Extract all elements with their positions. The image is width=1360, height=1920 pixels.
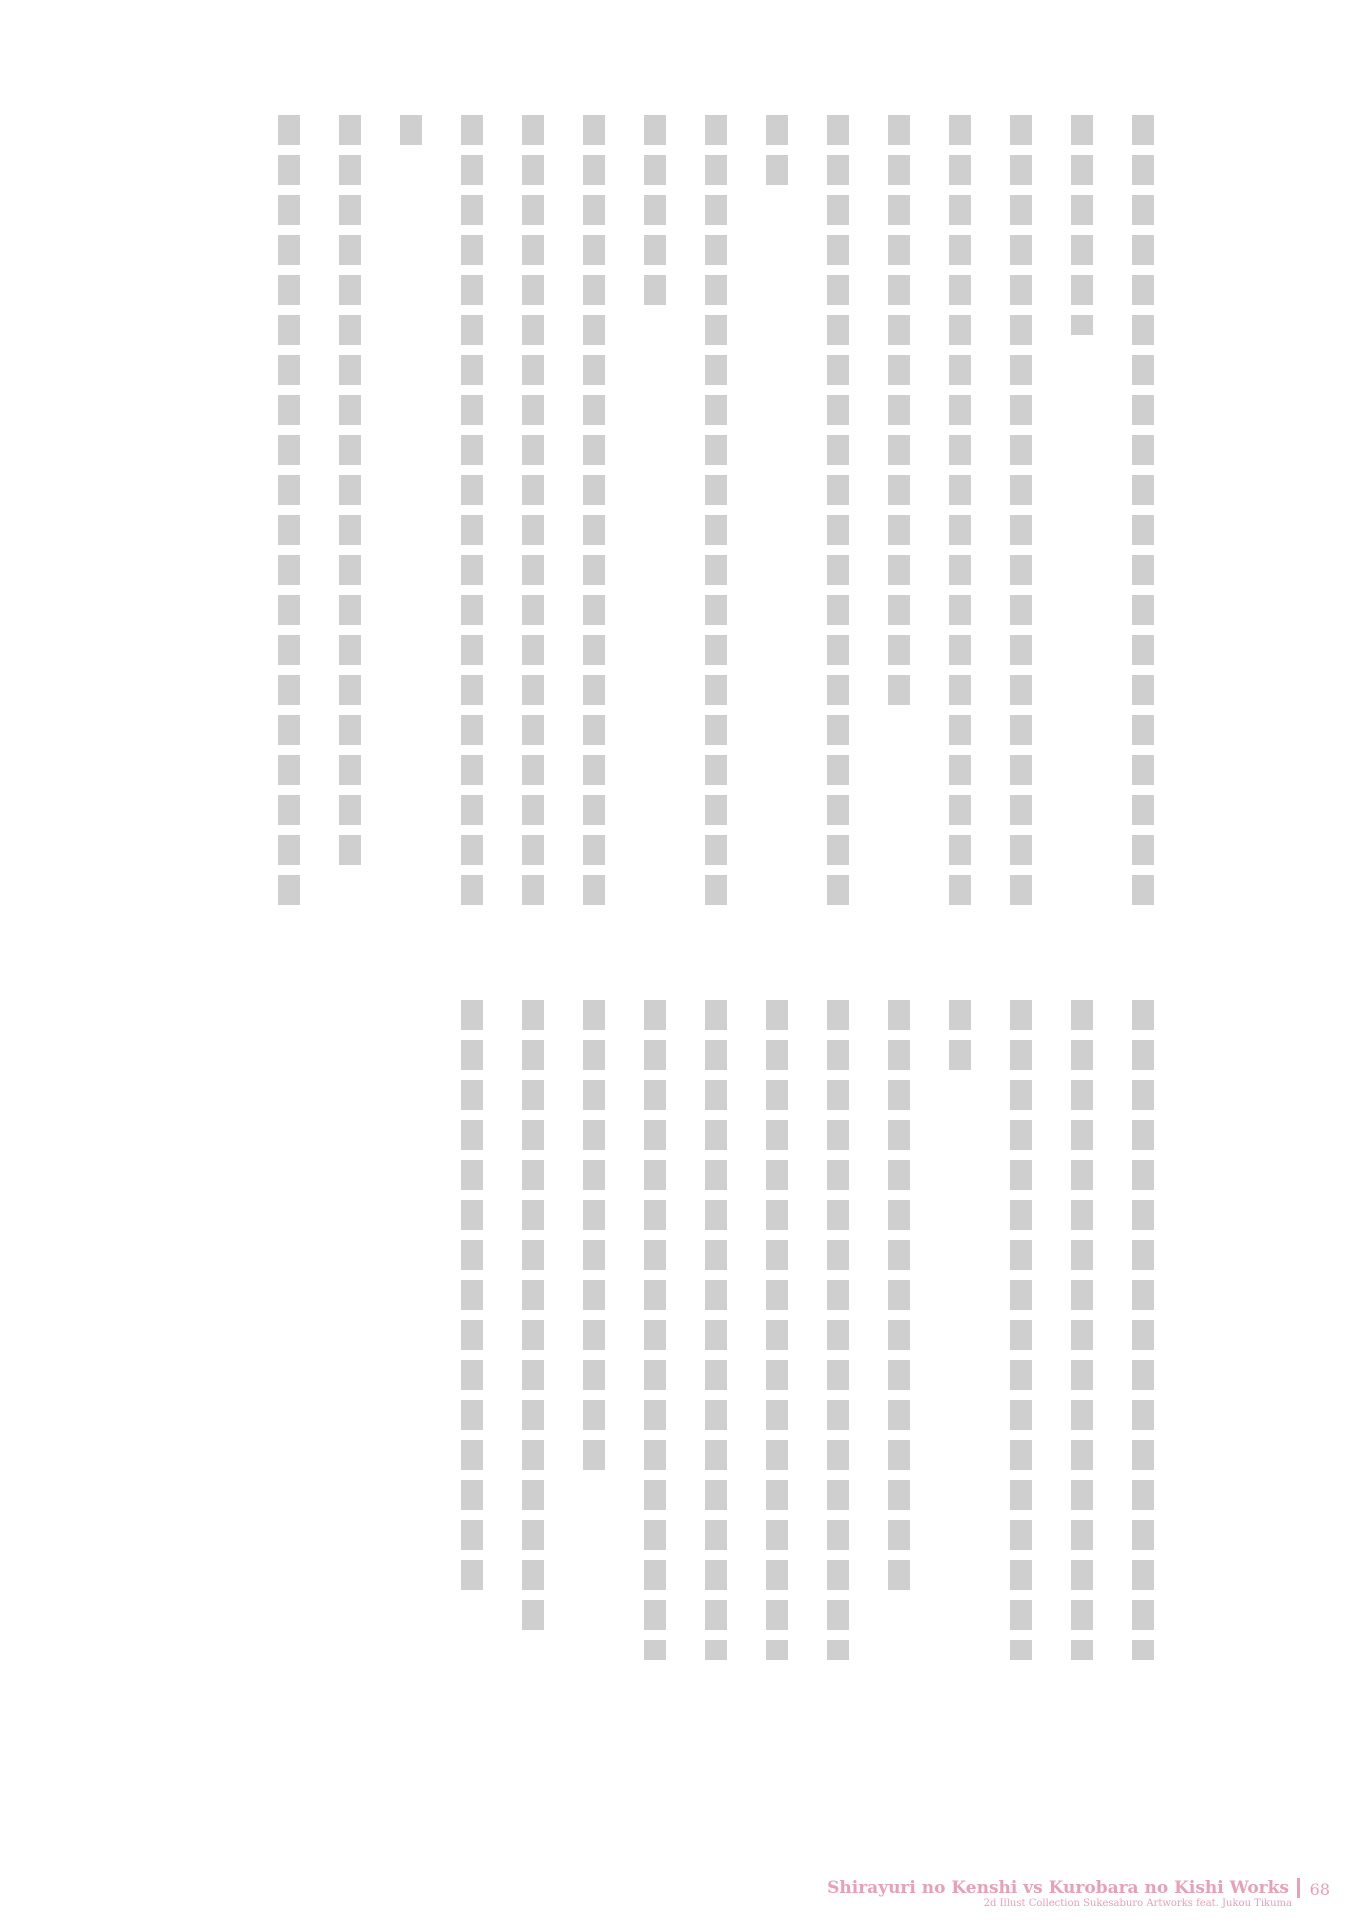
- text-block-bottom: [455, 1000, 1160, 1660]
- text-column: [394, 115, 428, 915]
- text-column: [882, 115, 916, 915]
- text-column: [1004, 1000, 1038, 1660]
- text-column: [455, 1000, 489, 1660]
- text-column: [943, 115, 977, 915]
- text-column: [760, 1000, 794, 1660]
- text-column: [1126, 1000, 1160, 1660]
- book-subtitle: 2d Illust Collection Sukesaburo Artworks feat. Jukou Tikuma: [983, 1898, 1292, 1909]
- text-column: [699, 1000, 733, 1660]
- text-column: [272, 115, 306, 915]
- text-column: [638, 1000, 672, 1660]
- text-block-top: [272, 115, 1160, 915]
- text-column: [577, 115, 611, 915]
- text-column: [821, 115, 855, 915]
- text-column: [699, 115, 733, 915]
- text-column: [577, 1000, 611, 1660]
- text-column: [638, 115, 672, 915]
- text-column: [882, 1000, 916, 1660]
- text-column: [455, 115, 489, 915]
- text-column: [1126, 115, 1160, 915]
- text-column: [821, 1000, 855, 1660]
- text-column: [1065, 115, 1099, 915]
- text-column: [1004, 115, 1038, 915]
- page-number: 68: [1309, 1880, 1330, 1899]
- text-column: [516, 115, 550, 915]
- book-title: Shirayuri no Kenshi vs Kurobara no Kishi Works: [827, 1878, 1300, 1898]
- text-column: [943, 1000, 977, 1660]
- text-column: [760, 115, 794, 915]
- text-column: [1065, 1000, 1099, 1660]
- text-column: [516, 1000, 550, 1660]
- running-footer: [827, 1878, 1300, 1909]
- text-column: [333, 115, 367, 915]
